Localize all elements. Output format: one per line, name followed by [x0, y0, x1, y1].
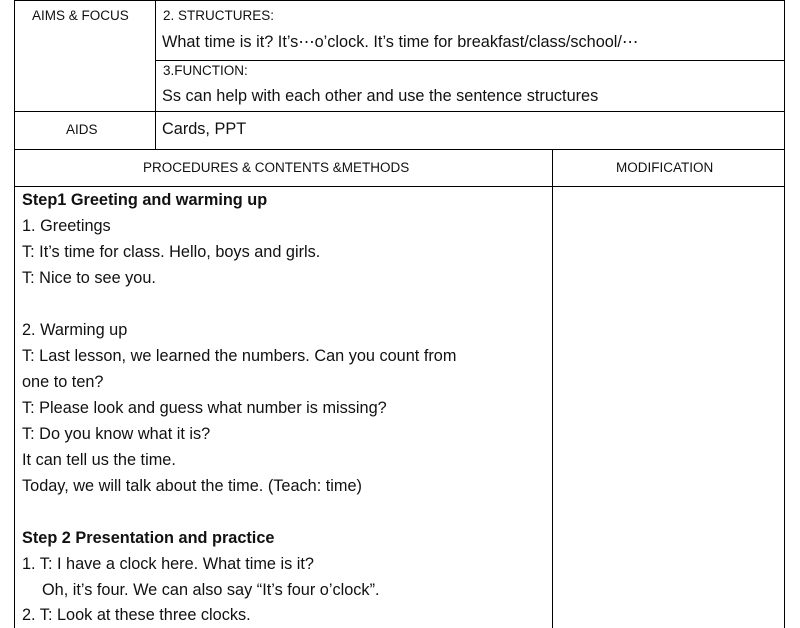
- aims-label: AIMS & FOCUS: [32, 8, 129, 23]
- step1-line: T: Last lesson, we learned the numbers. Can you count from: [22, 347, 457, 365]
- step1-line: T: Nice to see you.: [22, 269, 156, 287]
- rule-modification-divider: [552, 149, 553, 628]
- step1-line: 2. Warming up: [22, 321, 128, 339]
- step1-line: T: It’s time for class. Hello, boys and girls.: [22, 243, 321, 261]
- step1-line: Today, we will talk about the time. (Teach: time): [22, 477, 362, 495]
- rule-header-bottom: [14, 186, 785, 187]
- step2-title: Step 2 Presentation and practice: [22, 529, 275, 547]
- step1-line: T: Please look and guess what number is missing?: [22, 399, 387, 417]
- modification-header: MODIFICATION: [616, 160, 714, 175]
- aids-label: AIDS: [66, 122, 98, 137]
- step2-line: Oh, it’s four. We can also say “It’s four o’clock”.: [42, 581, 380, 599]
- rule-top: [14, 0, 785, 1]
- step1-line: one to ten?: [22, 373, 104, 391]
- step1-line: It can tell us the time.: [22, 451, 176, 469]
- step1-line: 1. Greetings: [22, 217, 111, 235]
- rule-aims-bottom: [14, 111, 785, 112]
- rule-aids-bottom: [14, 149, 785, 150]
- structures-text: What time is it? It’s⋯o’clock. It’s time for breakfast/class/school/⋯: [162, 33, 639, 51]
- procedures-header: PROCEDURES & CONTENTS &METHODS: [143, 160, 410, 175]
- function-heading: 3.FUNCTION:: [163, 63, 248, 78]
- function-text: Ss can help with each other and use the sentence structures: [162, 87, 599, 105]
- aids-value: Cards, PPT: [162, 120, 247, 138]
- step1-title: Step1 Greeting and warming up: [22, 191, 268, 209]
- structures-heading: 2. STRUCTURES:: [163, 8, 275, 23]
- step1-line: T: Do you know what it is?: [22, 425, 211, 443]
- step2-line: 1. T: I have a clock here. What time is it?: [22, 555, 314, 573]
- rule-label-divider: [155, 0, 156, 149]
- rule-right: [784, 0, 785, 628]
- rule-mid-function: [155, 60, 785, 61]
- step2-line: 2. T: Look at these three clocks.: [22, 606, 251, 624]
- rule-left: [14, 0, 15, 628]
